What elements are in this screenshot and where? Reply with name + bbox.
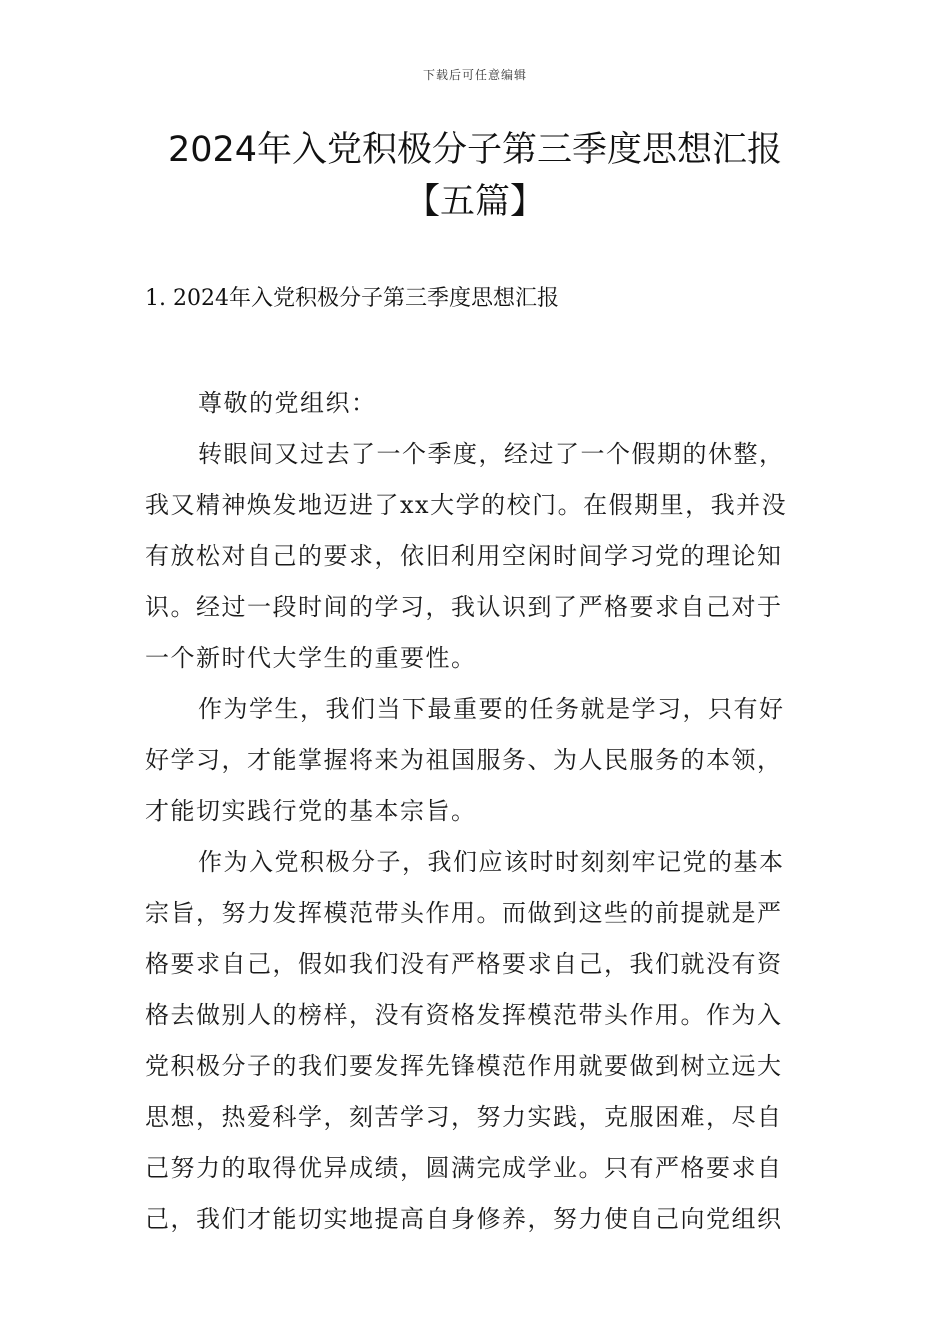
paragraph-line: 转眼间又过去了一个季度，经过了一个假期的休整， <box>198 440 785 468</box>
title-line-2: 【五篇】 <box>404 182 545 222</box>
document-body <box>145 378 809 1245</box>
paragraph-line: 作为学生，我们当下最重要的任务就是学习，只有好 <box>198 695 785 723</box>
paragraph-line: 我又精神焕发地迈进了xx大学的校门。在假期里，我并没 <box>145 491 788 519</box>
paragraph-line: 己，我们才能切实地提高自身修养，努力使自己向党组织 <box>145 1205 783 1233</box>
paragraph-line: 作为入党积极分子，我们应该时时刻刻牢记党的基本 <box>198 848 785 876</box>
paragraph-line: 一个新时代大学生的重要性。 <box>145 644 477 672</box>
header-note: 下载后可任意编辑 <box>422 68 527 82</box>
page-title <box>0 124 950 228</box>
salutation: 尊敬的党组织： <box>198 389 377 417</box>
paragraph-line: 才能切实践行党的基本宗旨。 <box>145 797 477 825</box>
paragraph-1 <box>145 429 809 684</box>
title-line-1: 2024年入党积极分子第三季度思想汇报 <box>167 130 783 170</box>
paragraph-line: 宗旨，努力发挥模范带头作用。而做到这些的前提就是严 <box>145 899 783 927</box>
paragraph-line: 己努力的取得优异成绩，圆满完成学业。只有严格要求自 <box>145 1154 783 1182</box>
paragraph-line: 格去做别人的榜样，没有资格发挥模范带头作用。作为入 <box>145 1001 783 1029</box>
paragraph-2 <box>145 684 809 837</box>
paragraph-line: 好学习，才能掌握将来为祖国服务、为人民服务的本领， <box>145 746 783 774</box>
paragraph-line: 格要求自己，假如我们没有严格要求自己，我们就没有资 <box>145 950 783 978</box>
paragraph-line: 有放松对自己的要求，依旧利用空闲时间学习党的理论知 <box>145 542 783 570</box>
paragraph-3 <box>145 837 809 1245</box>
paragraph-line: 思想，热爱科学，刻苦学习，努力实践，克服困难，尽自 <box>145 1103 783 1131</box>
paragraph-line: 识。经过一段时间的学习，我认识到了严格要求自己对于 <box>145 593 783 621</box>
section-heading: 1. 2024年入党积极分子第三季度思想汇报 <box>145 286 559 311</box>
paragraph-line: 党积极分子的我们要发挥先锋模范作用就要做到树立远大 <box>145 1052 783 1080</box>
